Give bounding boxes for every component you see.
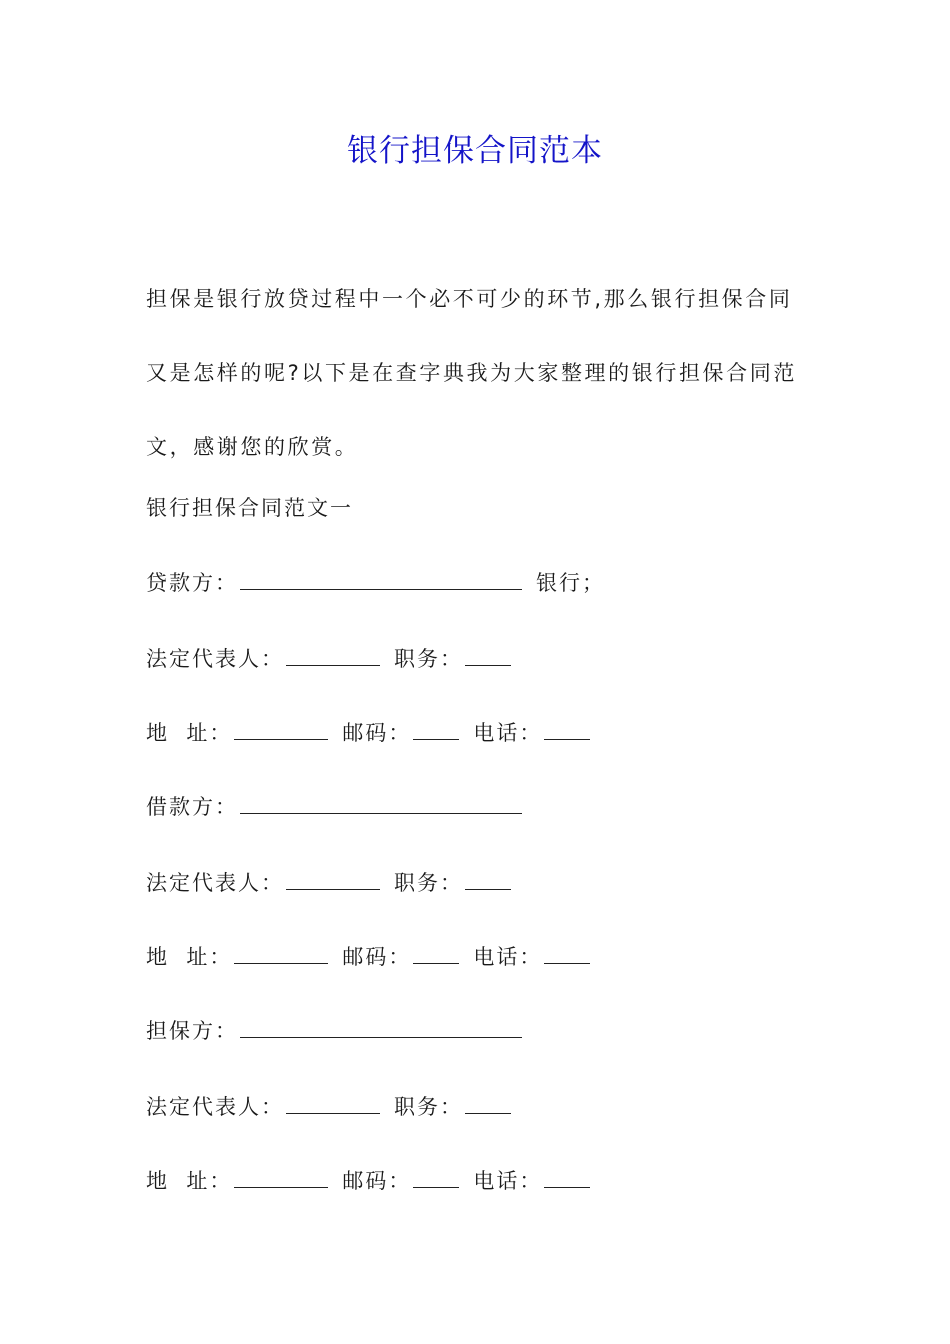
position-label: 职务： [394,647,463,671]
phone-label: 电话： [473,721,543,745]
lender-rep-line [146,643,513,674]
position-label: 职务： [394,1095,463,1119]
legal-rep-label: 法定代表人： [146,647,284,671]
legal-rep-blank[interactable] [286,867,380,890]
postcode-blank[interactable] [413,1165,459,1188]
position-blank[interactable] [465,1091,511,1114]
lender-line [146,567,605,598]
guarantor-name-blank[interactable] [240,1015,522,1038]
address-blank[interactable] [234,941,328,964]
borrower-name-blank[interactable] [240,791,522,814]
section-heading: 银行担保合同范文一 [146,496,353,520]
postcode-label: 邮码： [342,1169,412,1193]
borrower-label: 借款方： [146,795,238,819]
postcode-blank[interactable] [413,941,459,964]
guarantor-address-line [146,1165,592,1196]
postcode-label: 邮码： [342,945,412,969]
borrower-address-line [146,941,592,972]
postcode-label: 邮码： [342,721,412,745]
guarantor-rep-line [146,1091,513,1122]
lender-name-blank[interactable] [240,567,522,590]
lender-address-line [146,717,592,748]
legal-rep-blank[interactable] [286,643,380,666]
postcode-blank[interactable] [413,717,459,740]
phone-label: 电话： [473,945,543,969]
legal-rep-label: 法定代表人： [146,871,284,895]
address-blank[interactable] [234,1165,328,1188]
phone-blank[interactable] [544,717,590,740]
address-label: 地 址： [146,945,233,969]
position-blank[interactable] [465,867,511,890]
legal-rep-label: 法定代表人： [146,1095,284,1119]
borrower-line [146,791,524,822]
borrower-rep-line [146,867,513,898]
guarantor-label: 担保方： [146,1019,238,1043]
position-label: 职务： [394,871,463,895]
phone-blank[interactable] [544,941,590,964]
position-blank[interactable] [465,643,511,666]
intro-paragraph: 担保是银行放贷过程中一个必不可少的环节,那么银行担保合同又是怎样的呢?以下是在查字典我为大家整理的银行担保合同范文，感谢您的欣赏。 [146,287,797,459]
phone-blank[interactable] [544,1165,590,1188]
document-title: 银行担保合同范本 [347,133,603,169]
lender-suffix: 银行； [536,571,605,595]
guarantor-line [146,1015,524,1046]
legal-rep-blank[interactable] [286,1091,380,1114]
lender-label: 贷款方： [146,571,238,595]
address-label: 地 址： [146,1169,233,1193]
address-blank[interactable] [234,717,328,740]
address-label: 地 址： [146,721,233,745]
phone-label: 电话： [473,1169,543,1193]
